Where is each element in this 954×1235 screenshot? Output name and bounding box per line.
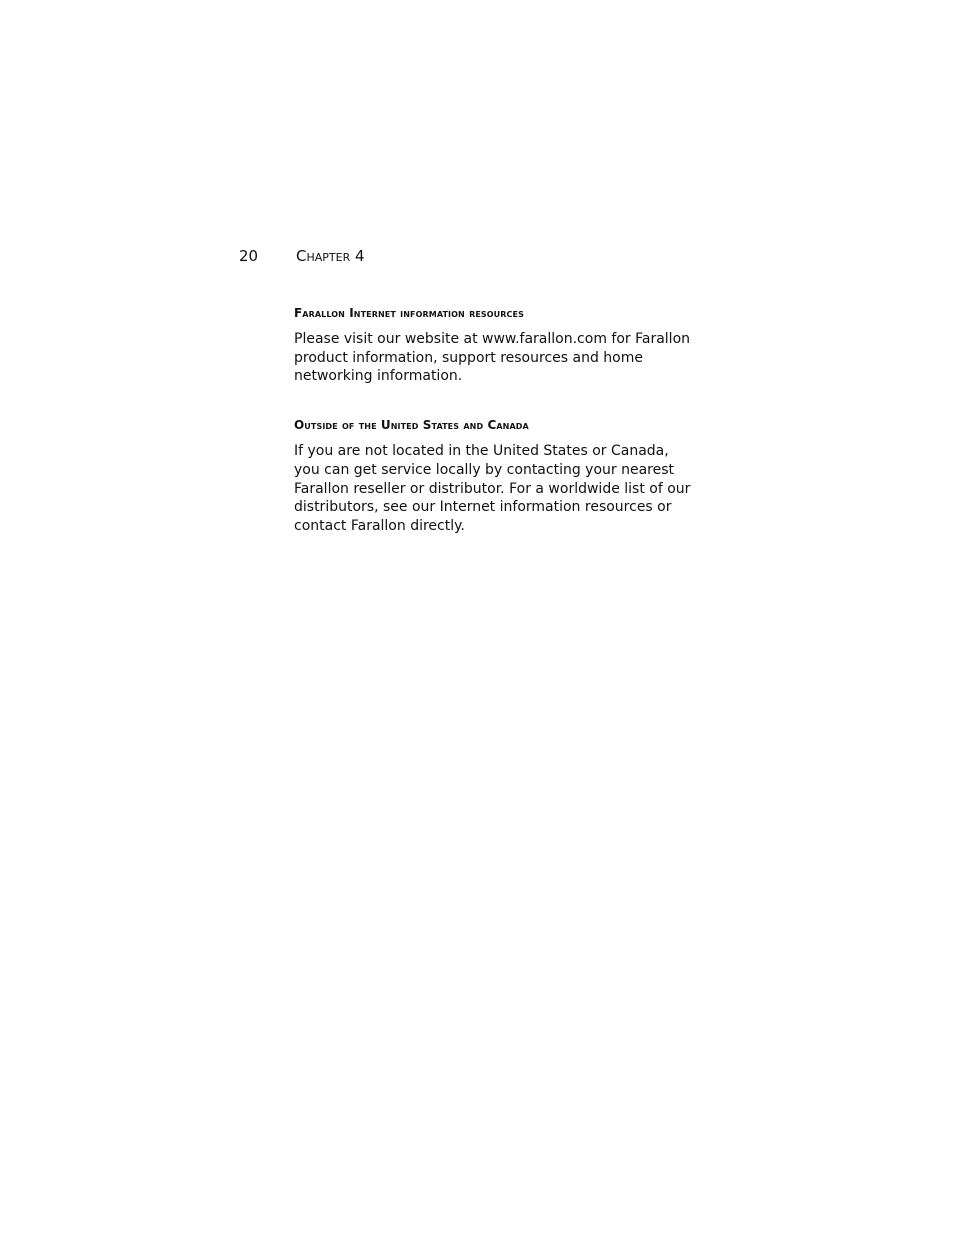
page-content	[294, 304, 694, 566]
page-number: 20	[239, 247, 259, 265]
section-body: Please visit our website at www.farallon.com for Farallon product information, support resources and home networking information.	[294, 331, 691, 385]
section-heading: Outside of the United States and Canada	[294, 418, 529, 433]
section-heading: Farallon Internet information resources	[294, 306, 524, 320]
section-outside-us-canada	[294, 416, 694, 536]
section-body: If you are not located in the United States or Canada, you can get service locally by contacting your nearest Farallon reseller or distributor. For a worldwide list of our distributors, see our Internet information resources or contact Farallon directly.	[294, 443, 691, 534]
chapter-label: Chapter 4	[296, 247, 365, 265]
section-internet-resources	[294, 304, 694, 386]
page-header	[239, 246, 365, 266]
